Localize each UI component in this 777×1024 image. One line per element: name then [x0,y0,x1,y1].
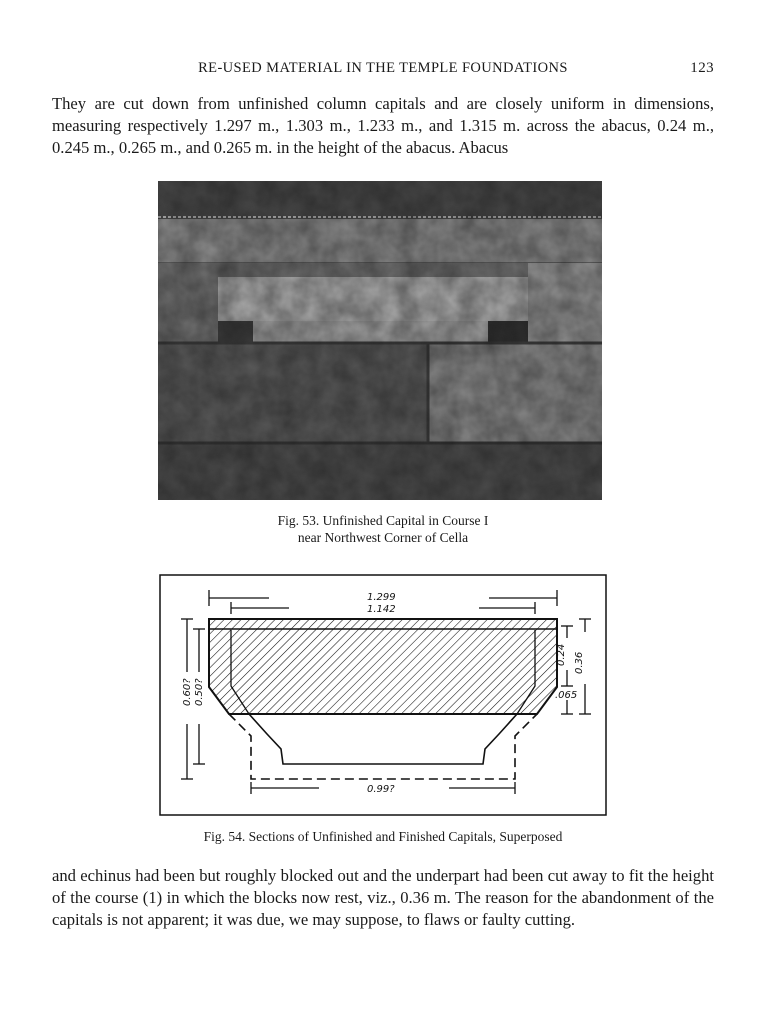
dim-left-inner: 0.50? [194,678,205,706]
running-header [52,60,714,80]
dim-right-abacus: 0.24 [556,643,567,666]
fig54-drawing [159,574,607,816]
dim-right-total: 0.36 [574,651,585,674]
fig54-caption: Fig. 54. Sections of Unfinished and Finished Capitals, Superposed [203,829,563,844]
fig53-caption [52,512,714,546]
dim-top-outer: 1.299 [367,592,396,603]
fig53-caption-line1: Fig. 53. Unfinished Capital in Course I [277,513,489,528]
body-paragraph-top: They are cut down from unfinished column capitals and are closely uniform in dimensions, measuring respectively 1.297 m., 1.303 m., 1.233 m., and 1.315 m. across the abacus, 0.24 m., 0.245 m., 0.265 m., and 0.265 m. in the height of the abacus. Abacus [52,94,714,157]
dim-top-inner: 1.142 [367,604,396,615]
dim-left-outer: 0.60? [182,678,193,706]
page-number: 123 [690,60,714,76]
fig53-caption-line2: near Northwest Corner of Cella [297,530,469,545]
fig53-photograph [158,181,602,500]
dim-bottom: 0.99? [367,784,395,795]
body-paragraph-bottom: and echinus had been but roughly blocked out and the underpart had been cut away to fit the height of the course (1) in which the blocks now rest, viz., 0.36 m. The reason for the abandonment of the capitals is not apparent; it was due, we may suppose, to flaws or faulty cutting. [52,866,714,929]
running-title: RE-USED MATERIAL IN THE TEMPLE FOUNDATIONS [198,60,568,76]
dim-right-lower: .065 [555,690,578,701]
